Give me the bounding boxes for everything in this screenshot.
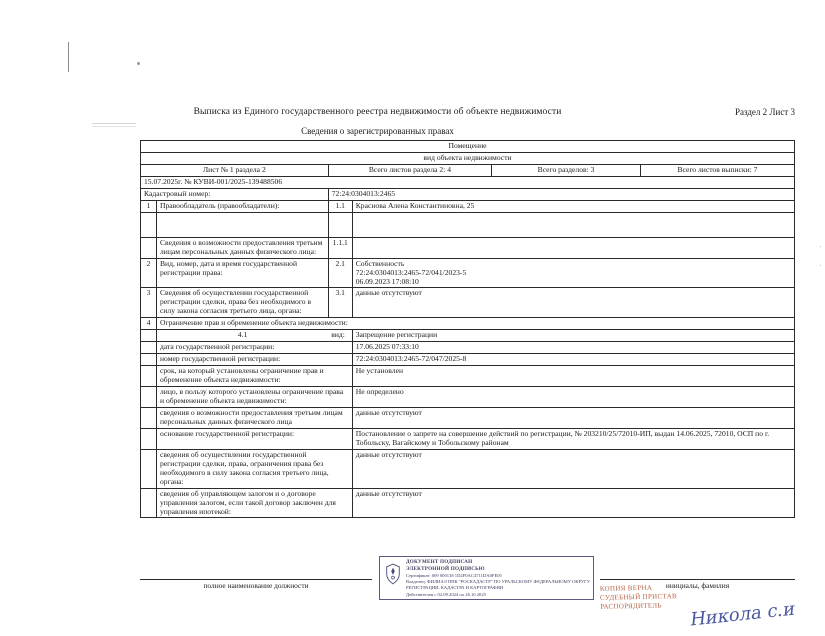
table-row-cadastral: [141, 188, 795, 200]
signature-caption-position: полное наименование должности: [203, 581, 309, 590]
row-3-number: 3: [141, 288, 157, 318]
copy-certified-stamp: [600, 583, 678, 611]
table-row-4-4: [141, 366, 795, 387]
row-41-subnumber: 4.1: [156, 330, 328, 342]
row-49-label: сведения об управляющем залогом и о договоре управления залогом, если такой договор заключен для управления ипотекой:: [156, 488, 352, 518]
row-44-number: [141, 366, 157, 387]
document-title: [0, 107, 825, 117]
document-subtitle-text: Сведения о зарегистрированных правах: [301, 126, 454, 136]
row-45-number: [141, 387, 157, 408]
row-41-label: вид:: [328, 330, 352, 342]
row-46-number: [141, 407, 157, 428]
handwritten-signature: Никола с.и: [689, 598, 797, 631]
table-row-1-spacer: [141, 212, 795, 237]
scan-artifact-line: [68, 42, 69, 72]
row-111-value: [352, 237, 794, 258]
row-49-number: [141, 488, 157, 518]
table-row-4-2: [141, 342, 795, 354]
row-42-number: [141, 342, 157, 354]
table-row-4-7: [141, 428, 795, 449]
row-47-number: [141, 428, 157, 449]
row-48-label: сведения об осуществлении государственной регистрации сделки, права, ограничения права без необходимого в силу закона согласия третьего лица, органа:: [156, 449, 352, 488]
row-2-number: 2: [141, 258, 157, 288]
row-3-label: Сведения об осуществлении государственной регистрации сделки, права без необходимого в силу закона согласия третьего лица, органа:: [156, 288, 328, 318]
signature-block: [140, 556, 795, 596]
row-4-label: Ограничение прав и обременение объекта недвижимости:: [156, 318, 794, 330]
extract-date-number: 15.07.2025г. № КУВИ-001/2025-139488506: [141, 176, 795, 188]
electronic-signature-box: [379, 556, 594, 600]
right-margin-artifact: .: [819, 243, 821, 249]
row-111-subnumber: 1.1.1: [328, 237, 352, 258]
esign-cert-label: Сертификат:: [406, 573, 431, 579]
total-sections: Всего разделов: 3: [492, 165, 641, 176]
signature-line-right: [600, 579, 795, 580]
row-1-spacer-number: [141, 212, 157, 237]
row-44-value: Не установлен: [352, 366, 794, 387]
table-row-date-number: [141, 176, 795, 188]
row-45-value: Не определено: [352, 387, 794, 408]
object-type-value: Помещение: [141, 141, 795, 153]
row-48-number: [141, 449, 157, 488]
table-row-2: [141, 258, 795, 288]
row-42-label: дата государственной регистрации:: [156, 342, 352, 354]
row-2-value: [352, 258, 794, 288]
esign-title-1: [406, 559, 591, 566]
row-1-number: 1: [141, 200, 157, 212]
table-row-4-1: [141, 330, 795, 342]
row-46-value: данные отсутствуют: [352, 407, 794, 428]
esign-title-2-text: ЭЛЕКТРОННОЙ ПОДПИСЬЮ: [406, 566, 485, 573]
row-43-label: номер государственной регистрации:: [156, 354, 352, 366]
esign-owner-label: Владелец:: [406, 579, 426, 585]
table-row-object-type: [141, 141, 795, 153]
row-48-value: данные отсутствуют: [352, 449, 794, 488]
total-sheets-section: Всего листов раздела 2: 4: [329, 165, 492, 176]
sheet-of-section: Лист № 1 раздела 2: [141, 164, 329, 176]
row-3-subnumber: 3.1: [328, 288, 352, 318]
row-2-value-line1: Собственность: [355, 258, 405, 268]
row-45-label: лицо, в пользу которого установлены ограничение права и обременение объекта недвижимости:: [156, 387, 352, 408]
scan-artifact-left-line: [92, 123, 136, 124]
table-row-4: [141, 318, 795, 330]
object-type-caption: вид объекта недвижимости: [141, 152, 795, 164]
row-1-spacer-value: [352, 212, 794, 237]
signature-caption-name: инициалы, фамилия: [665, 581, 730, 590]
scan-artifact-dot: [137, 62, 140, 65]
document-subtitle: [0, 126, 825, 136]
row-43-number: [141, 354, 157, 366]
row-2-label: Вид, номер, дата и время государственной регистрации права:: [156, 258, 328, 288]
stamp-line-3: РАСПОРЯДИТЕЛЬ: [600, 601, 662, 611]
row-1-value: Краснова Алена Константиновна, 25: [352, 200, 794, 212]
cadastral-value: 72:24:0304013:2465: [328, 188, 794, 200]
stamp-line-2: СУДЕБНЫЙ ПРИСТАВ: [599, 591, 678, 602]
table-row-4-5: [141, 387, 795, 408]
row-42-value: 17.06.2025 07:33:10: [352, 342, 794, 354]
table-row-object-type-caption: [141, 152, 795, 164]
stamp-line-1: КОПИЯ ВЕРНА: [599, 583, 653, 593]
total-sheets-extract: Всего листов выписки: 7: [677, 164, 758, 174]
esign-valid: [406, 592, 591, 598]
table-row-1: [141, 200, 795, 212]
table-row-4-6: [141, 407, 795, 428]
cadastral-label: Кадастровый номер:: [141, 188, 329, 200]
esign-cert-value: 009 000138 1D2F0AC4711DA0FE05: [431, 573, 502, 579]
row-1-label: Правообладатель (правообладатели):: [156, 200, 328, 212]
table-row-4-9: [141, 488, 795, 518]
section-label: Раздел 2 Лист 3: [734, 107, 795, 117]
row-46-label: сведения о возможности предоставления третьим лицам персональных данных физического лица: [156, 407, 352, 428]
row-1-subnumber: 1.1: [328, 200, 352, 212]
row-3-value: данные отсутствуют: [352, 288, 794, 318]
table-row-1-1-1: [141, 237, 795, 258]
row-2-subnumber: 2.1: [328, 258, 352, 288]
registered-rights-table: [140, 140, 795, 518]
row-44-label: срок, на который установлены ограничение прав и обременение объекта недвижимости:: [156, 366, 352, 387]
row-47-value: Постановление о запрете на совершение действий по регистрации, № 203210/25/72010-ИП, выдан 14.06.2025, 72010, ОСП по г. Тобольску, Вагайскому и Тобольскому районам: [352, 428, 794, 449]
row-49-value: данные отсутствуют: [352, 488, 794, 518]
row-4-number: 4: [141, 318, 157, 330]
row-111-number: [141, 237, 157, 258]
document-title-text: Выписка из Единого государственного реестра недвижимости об объекте недвижимости: [193, 107, 562, 117]
table-row-sheets: [141, 164, 795, 176]
table-row-4-8: [141, 449, 795, 488]
esign-title-1-text: ДОКУМЕНТ ПОДПИСАН: [406, 559, 473, 565]
esign-title-2: [406, 566, 591, 573]
row-43-value: 72:24:0304013:2465-72/047/2025-8: [352, 354, 794, 366]
table-row-4-3: [141, 354, 795, 366]
row-1-spacer-label: [156, 212, 328, 237]
signature-line-left: [140, 579, 372, 580]
right-margin-artifact-2: .: [819, 262, 821, 268]
row-2-value-line3: 06.09.2023 17:08:10: [355, 276, 419, 286]
esign-valid-value: 02.09.2024 по 26.10.2025: [437, 591, 486, 597]
esign-org: РЕГИСТРАЦИИ, КАДАСТРА И КАРТОГРАФИИ: [406, 585, 504, 591]
coat-of-arms-icon: [384, 563, 402, 585]
row-1-spacer-subnumber: [328, 212, 352, 237]
esign-owner-value: ФИЛИАЛ ППК "РОСКАДАСТР" ПО УРАЛЬСКОМУ ФЕДЕРАЛЬНОМУ ОКРУГУ: [427, 579, 591, 585]
table-row-3: [141, 288, 795, 318]
row-2-value-line2: 72:24:0304013:2465-72/041/2023-5: [355, 267, 467, 277]
row-41-value: Запрещение регистрации: [352, 330, 794, 342]
row-111-label: Сведения о возможности предоставления третьим лицам персональных данных физического лица:: [156, 237, 328, 258]
esign-valid-label: Действителен с: [406, 591, 437, 597]
row-47-label: основание государственной регистрации:: [156, 428, 352, 449]
row-41-number: [141, 330, 157, 342]
